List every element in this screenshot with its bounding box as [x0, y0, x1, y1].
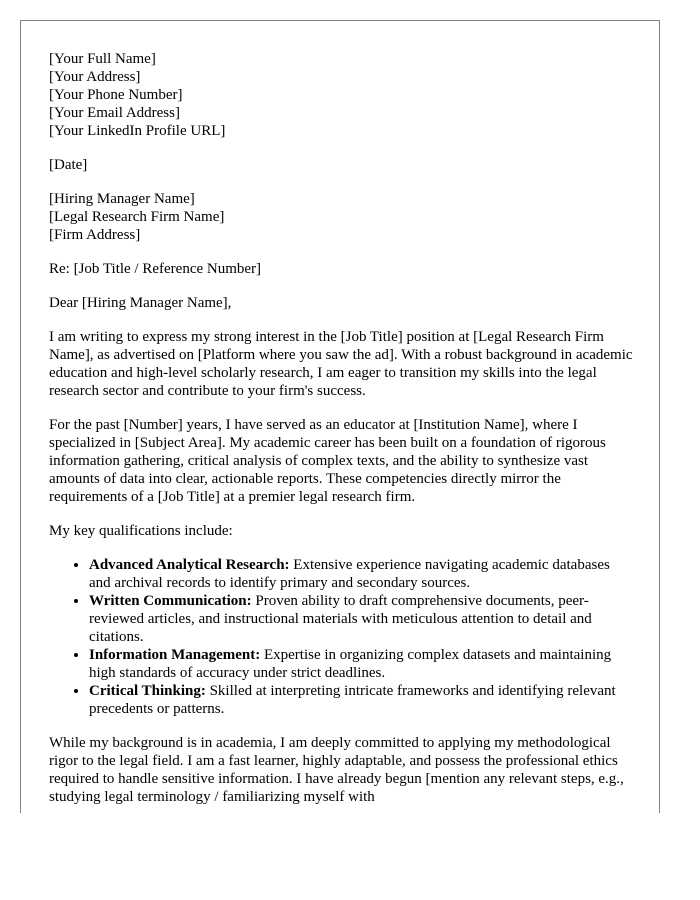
qualification-title: Information Management: [89, 647, 261, 663]
sender-name: [Your Full Name] [49, 51, 156, 67]
qualification-text: Skilled at interpreting intricate frameworks and identifying relevant precedents or patterns. [89, 683, 616, 717]
letter-content [49, 50, 635, 813]
qualification-item [89, 682, 635, 718]
sender-phone: [Your Phone Number] [49, 87, 183, 103]
qualification-title: Critical Thinking: [89, 683, 206, 699]
qualification-item [89, 592, 635, 646]
sender-linkedin: [Your LinkedIn Profile URL] [49, 123, 226, 139]
sender-block [49, 50, 635, 140]
qualification-item [89, 556, 635, 592]
salutation: Dear [Hiring Manager Name], [49, 295, 232, 311]
sender-address: [Your Address] [49, 69, 141, 85]
body-paragraph-1: I am writing to express my strong interest in the [Job Title] position at [Legal Research Firm Name], as advertised on [Platform where you saw the ad]. With a robust background in academic education and high-level scholarly research, I am eager to transition my skills into the legal research sector and contribute to your firm's success. [49, 329, 633, 399]
qualification-title: Written Communication: [89, 593, 252, 609]
re-line: Re: [Job Title / Reference Number] [49, 261, 262, 277]
sender-email: [Your Email Address] [49, 105, 180, 121]
qualifications-list [49, 556, 635, 718]
qualification-text: Extensive experience navigating academic databases and archival records to identify primary and secondary sources. [89, 557, 610, 591]
body-paragraph-3: While my background is in academia, I am deeply committed to applying my methodological rigor to the legal field. I am a fast learner, highly adaptable, and possess the professional ethics required to handle sensitive information. I have already begun [mention any relevant steps, e.g., studying legal terminology / familiarizing myself with [49, 735, 624, 805]
letter-page [20, 20, 660, 813]
qualification-item [89, 646, 635, 682]
qualification-title: Advanced Analytical Research: [89, 557, 290, 573]
recipient-name: [Hiring Manager Name] [49, 191, 195, 207]
recipient-firm: [Legal Research Firm Name] [49, 209, 225, 225]
recipient-block [49, 190, 635, 244]
recipient-address: [Firm Address] [49, 227, 141, 243]
qualification-text: Proven ability to draft comprehensive documents, peer-reviewed articles, and instructional materials with meticulous attention to detail and citations. [89, 593, 592, 645]
qualification-text: Expertise in organizing complex datasets and maintaining high standards of accuracy under strict deadlines. [89, 647, 612, 681]
qualifications-intro: My key qualifications include: [49, 523, 233, 539]
body-paragraph-2: For the past [Number] years, I have served as an educator at [Institution Name], where I specialized in [Subject Area]. My academic career has been built on a foundation of rigorous information gathering, critical analysis of complex texts, and the ability to synthesize vast amounts of data into clear, actionable reports. These competencies directly mirror the requirements of a [Job Title] at a premier legal research firm. [49, 417, 606, 505]
date-block [49, 156, 635, 174]
letter-date: [Date] [49, 157, 88, 173]
